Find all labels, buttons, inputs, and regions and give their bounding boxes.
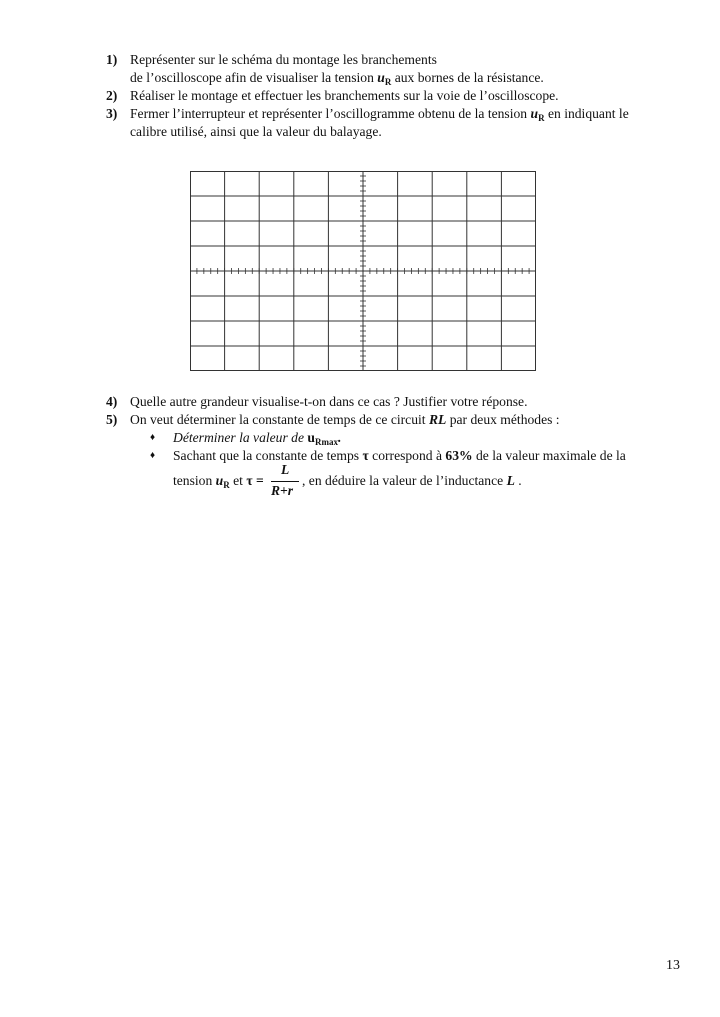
inductance-l: L <box>506 473 515 488</box>
question-text: Réaliser le montage et effectuer les branchements sur la voie de l’oscilloscope. <box>130 88 559 103</box>
question-number: 3) <box>106 106 118 121</box>
text: . <box>514 473 522 488</box>
subscript: R <box>538 113 545 123</box>
variable-u: u <box>215 473 224 488</box>
percentage: 63% <box>445 448 473 463</box>
question-text: Fermer l’interrupteur et représenter l’oscillogramme obtenu de la tension <box>130 106 531 121</box>
question-number: 4) <box>106 394 118 409</box>
subscript: Rmax <box>314 437 338 447</box>
bullet-item-2-line-2 <box>173 472 264 494</box>
text: aux bornes de la résistance. <box>391 70 544 85</box>
bold-rl: RL <box>428 412 447 427</box>
tau-symbol: τ <box>362 448 369 463</box>
bullet-item-2 <box>173 447 626 465</box>
text: tension <box>173 473 216 488</box>
variable-u: u <box>307 430 315 445</box>
fraction-numerator: L <box>281 462 290 477</box>
text: Sachant que la constante de temps <box>173 448 363 463</box>
variable-u: u <box>377 70 385 85</box>
diamond-bullet-icon: ♦ <box>150 432 156 443</box>
question-text: On veut déterminer la constante de temps de ce circuit <box>130 412 429 427</box>
oscilloscope-grid <box>190 171 536 371</box>
text: par deux méthodes : <box>446 412 560 427</box>
text: correspond à <box>368 448 446 463</box>
question-text: Quelle autre grandeur visualise-t-on dans ce cas ? Justifier votre réponse. <box>130 394 528 409</box>
question-3-line-2: calibre utilisé, ainsi que la valeur du balayage. <box>130 124 382 139</box>
question-number: 5) <box>106 412 118 427</box>
tau-formula: τ = <box>246 473 264 488</box>
text: . <box>337 430 342 445</box>
fraction-denominator: R+r <box>271 483 293 498</box>
bullet-item-2-line-2-end <box>302 472 522 490</box>
text: et <box>229 473 247 488</box>
question-5 <box>106 411 676 429</box>
text: de l’oscilloscope afin de visualiser la tension <box>130 70 378 85</box>
question-number: 1) <box>106 52 118 67</box>
subscript: R <box>223 480 230 490</box>
variable-u: u <box>530 106 539 121</box>
fraction-bar <box>271 481 299 482</box>
text: , en déduire la valeur de l’inductance <box>302 473 507 488</box>
question-text: Représenter sur le schéma du montage les branchements <box>130 52 437 67</box>
text: en indiquant le <box>544 106 629 121</box>
text: de la valeur maximale de la <box>472 448 626 463</box>
question-4 <box>106 393 676 411</box>
page-number: 13 <box>666 958 680 973</box>
question-2 <box>106 87 676 105</box>
diamond-bullet-icon: ♦ <box>150 450 156 461</box>
text: Déterminer la valeur de <box>173 430 308 445</box>
question-number: 2) <box>106 88 118 103</box>
subscript: R <box>384 77 392 87</box>
question-1 <box>106 51 676 69</box>
oscilloscope-screen <box>190 171 536 371</box>
